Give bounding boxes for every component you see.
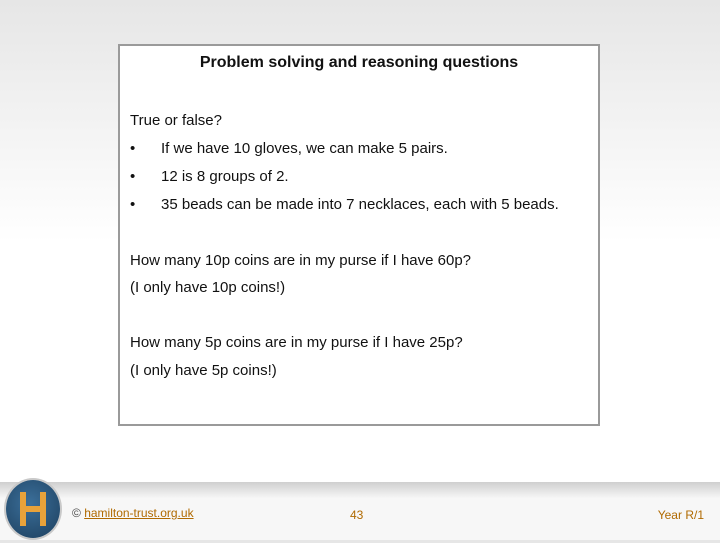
year-label: Year R/1 — [657, 508, 704, 522]
question-1-line-2: (I only have 10p coins!) — [130, 279, 286, 296]
question-2-line-2: (I only have 5p coins!) — [130, 362, 277, 379]
bullet-3: • — [130, 196, 136, 213]
true-false-item-2: 12 is 8 groups of 2. — [161, 168, 289, 185]
page-title: Problem solving and reasoning questions — [199, 54, 519, 71]
footer-copyright — [72, 506, 194, 520]
true-false-item-1: If we have 10 gloves, we can make 5 pairs. — [161, 140, 448, 157]
page-number: 43 — [350, 508, 364, 522]
question-2-line-1: How many 5p coins are in my purse if I have 25p? — [130, 334, 463, 351]
hamilton-logo-icon — [6, 480, 60, 538]
question-1-line-1: How many 10p coins are in my purse if I have 60p? — [130, 252, 472, 269]
footer-link[interactable]: hamilton-trust.org.uk — [84, 506, 194, 520]
true-false-heading: True or false? — [130, 112, 222, 129]
bullet-1: • — [130, 140, 136, 157]
bullet-2: • — [130, 168, 136, 185]
copyright-symbol: © — [72, 506, 81, 520]
problem-box — [118, 44, 600, 426]
true-false-item-3: 35 beads can be made into 7 necklaces, each with 5 beads. — [161, 196, 559, 213]
